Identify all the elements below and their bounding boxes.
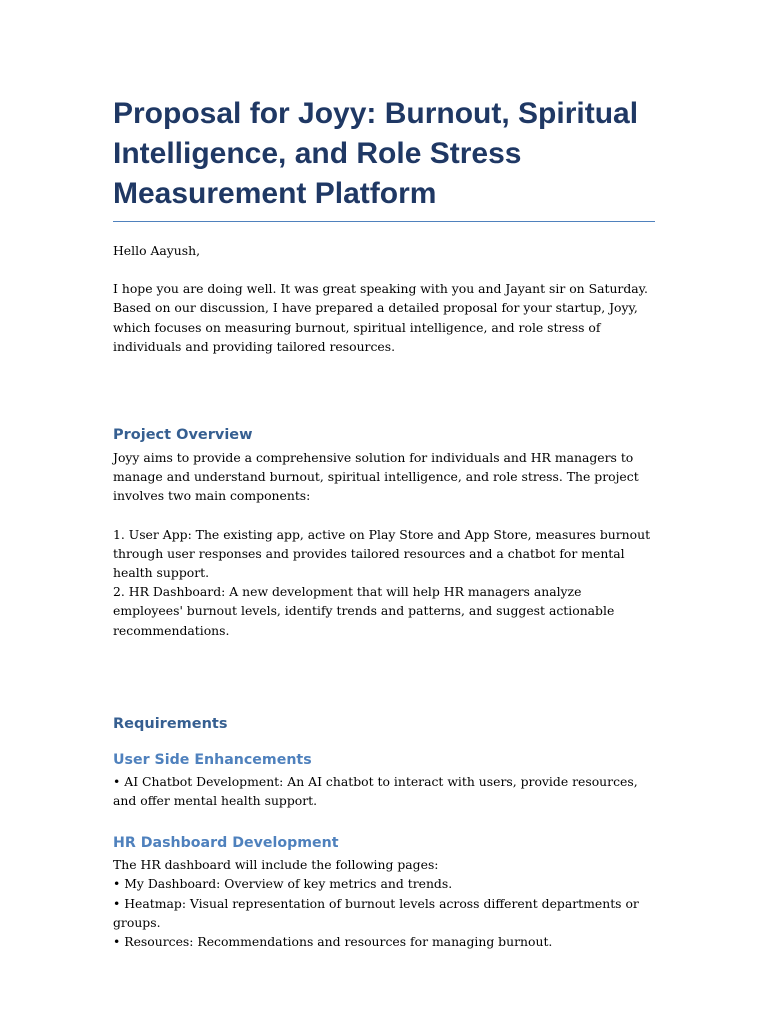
- document-title: Proposal for Joyy: Burnout, Spiritual Intelligence, and Role Stress Measurement Platform: [113, 94, 655, 222]
- list-item: • AI Chatbot Development: An AI chatbot to interact with users, provide resources, and offer mental health support.: [113, 773, 638, 809]
- greeting: Hello Aayush,: [113, 243, 201, 258]
- hr-dashboard-section: [113, 855, 655, 951]
- hr-dashboard-intro: The HR dashboard will include the following pages:: [113, 857, 439, 873]
- components-list: [113, 525, 655, 640]
- list-item: • My Dashboard: Overview of key metrics and trends.: [113, 876, 453, 892]
- intro-paragraph: I hope you are doing well. It was great speaking with you and Jayant sir on Saturday. Based on our discussion, I have prepared a detailed proposal for your startup, Joyy, which focuses on measuring burnout, spiritual intelligence, and role stress of individuals and providing tailored resources.: [113, 281, 648, 354]
- list-item: • Heatmap: Visual representation of burnout levels across different departments or groups.: [113, 895, 639, 930]
- user-side-heading: User Side Enhancements: [113, 751, 312, 768]
- list-item: 1. User App: The existing app, active on Play Store and App Store, measures burnout through user responses and provides tailored resources and a chatbot for mental health support.: [113, 526, 651, 581]
- hr-dashboard-heading: HR Dashboard Development: [113, 835, 339, 852]
- document-page: [113, 94, 655, 951]
- list-item: • Resources: Recommendations and resources for managing burnout.: [113, 934, 553, 950]
- requirements-heading: Requirements: [113, 715, 228, 732]
- project-overview-paragraph: Joyy aims to provide a comprehensive solution for individuals and HR managers to manage and understand burnout, spiritual intelligence, and role stress. The project involves two main components:: [113, 450, 639, 504]
- project-overview-heading: Project Overview: [113, 427, 253, 444]
- list-item: 2. HR Dashboard: A new development that will help HR managers analyze employees' burnout levels, identify trends and patterns, and suggest actionable recommendations.: [113, 584, 615, 638]
